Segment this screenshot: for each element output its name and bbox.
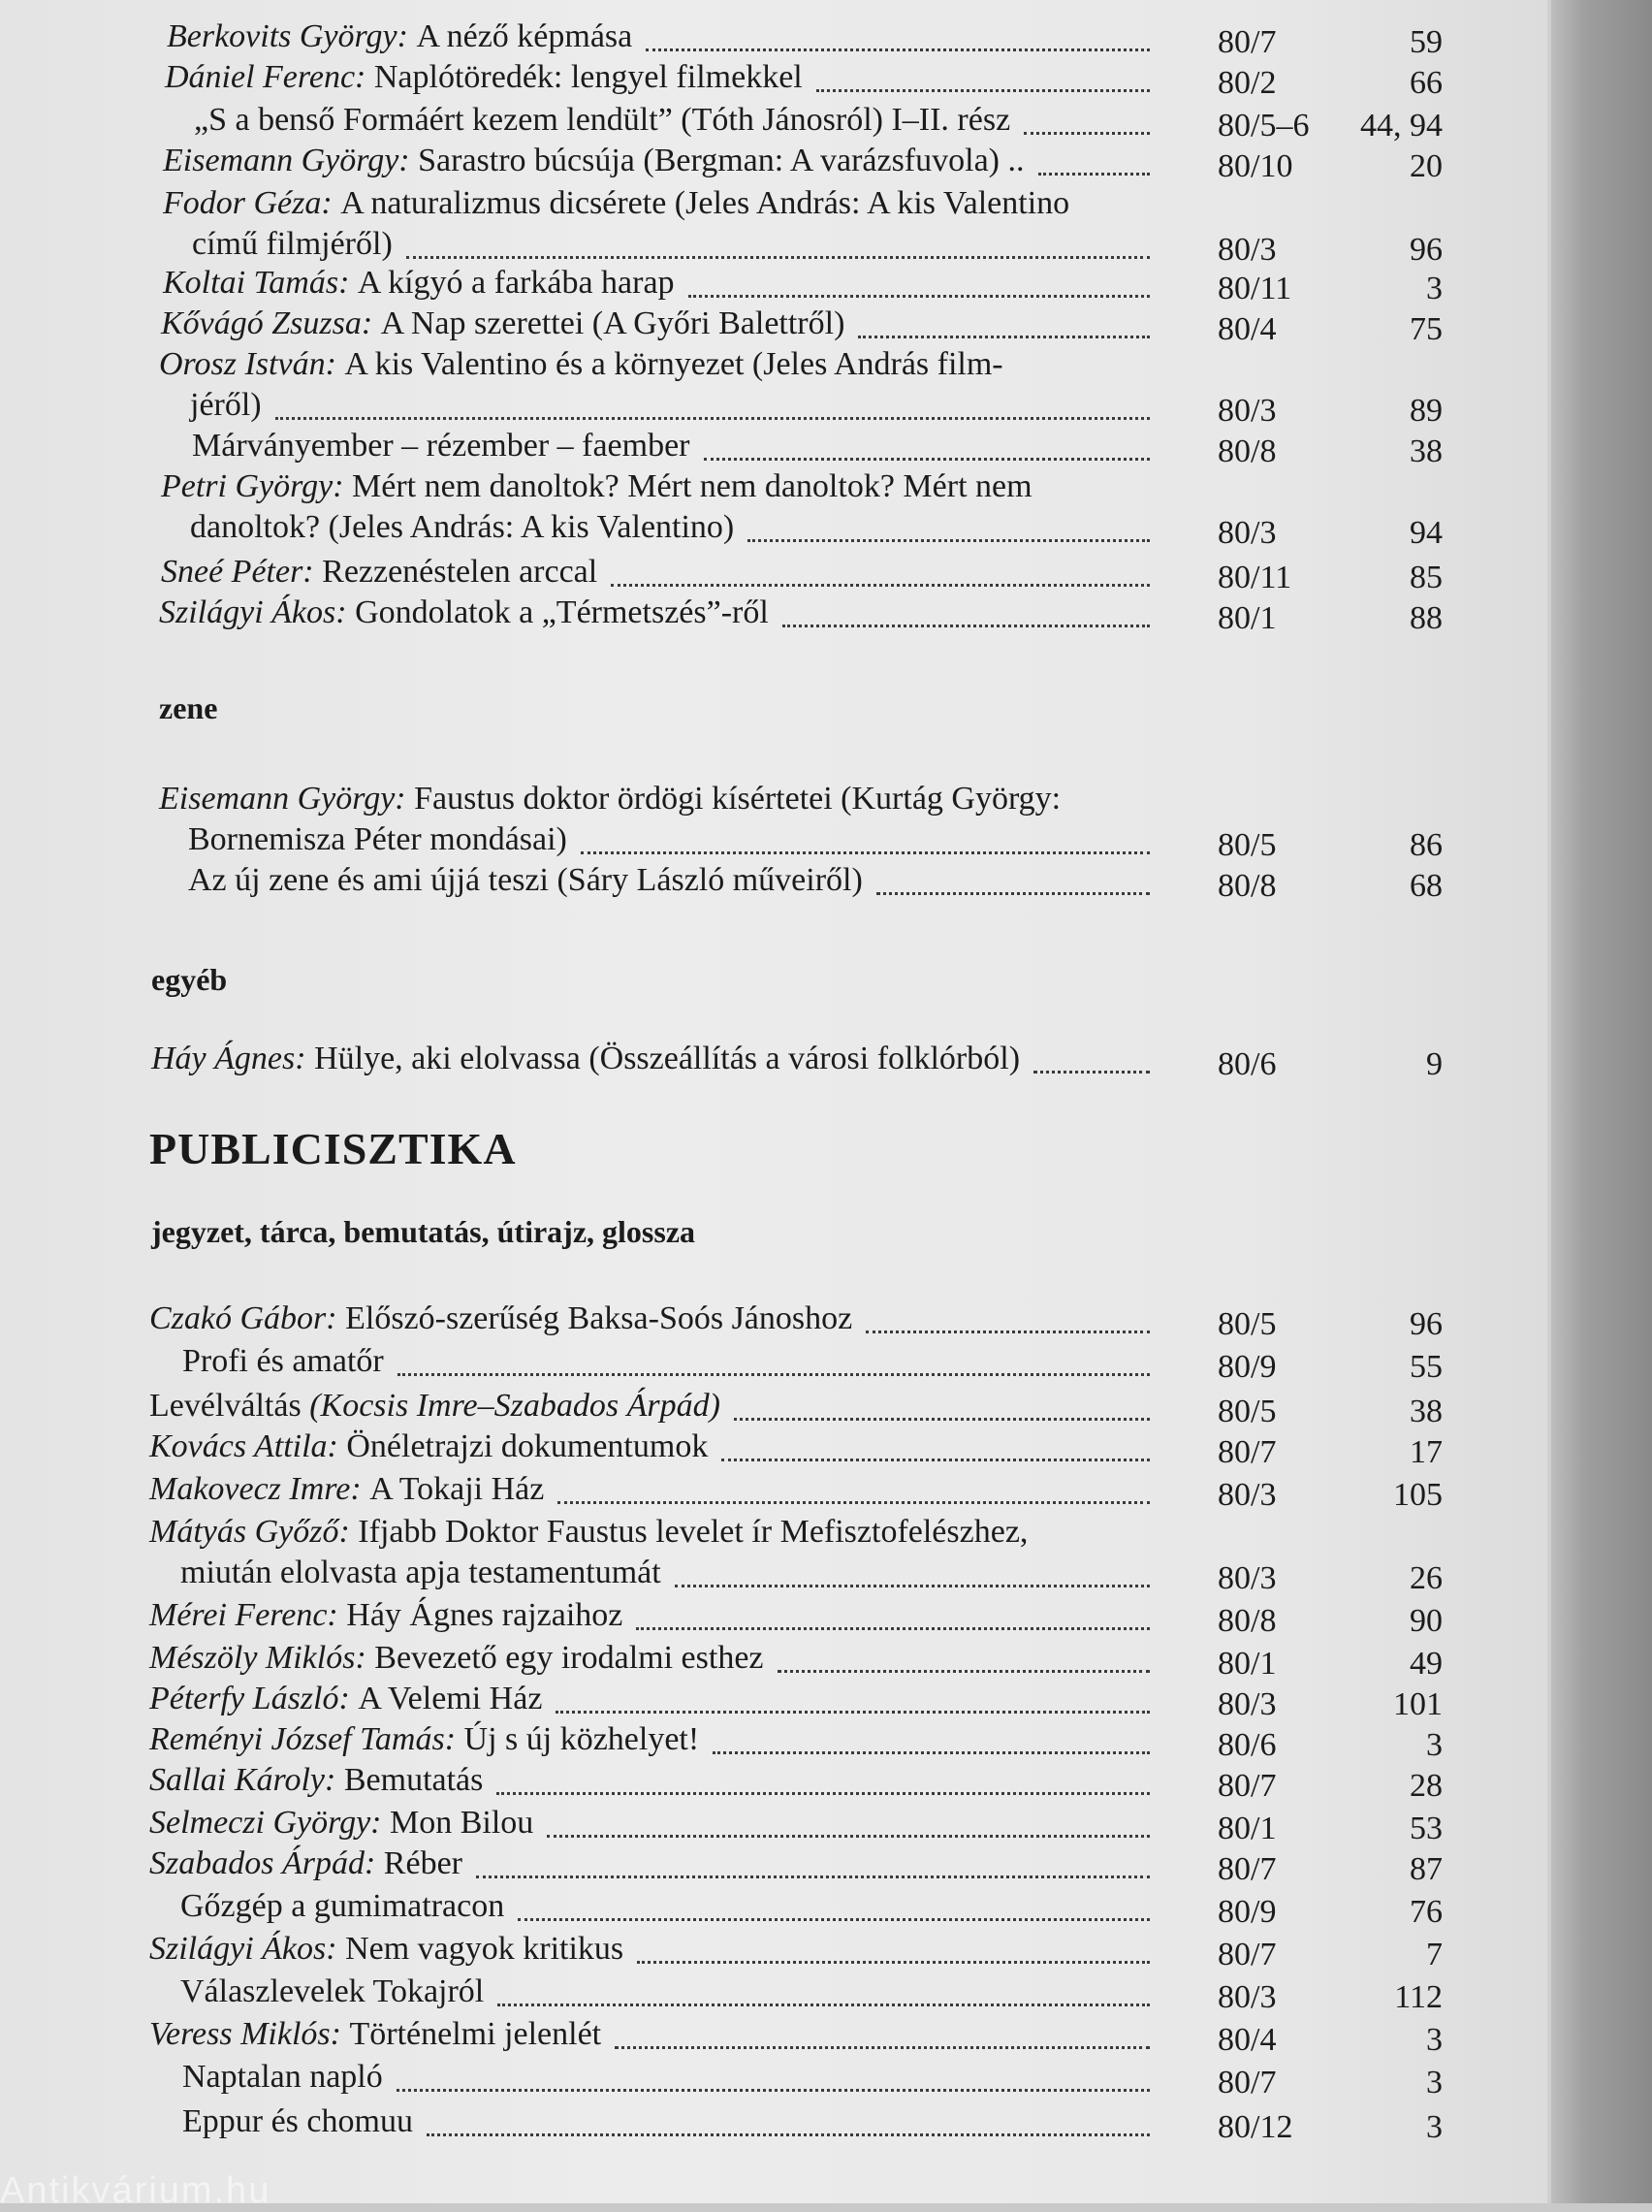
dot-leader — [816, 50, 1150, 92]
entry-page: 38 — [1410, 1394, 1443, 1429]
entry-issue: 80/1 — [1218, 1646, 1277, 1682]
entry-author: Dániel Ferenc: — [165, 59, 374, 95]
entry-page: 3 — [1426, 2109, 1443, 2145]
dot-leader — [713, 1713, 1150, 1754]
entry-issue: 80/7 — [1218, 2065, 1277, 2100]
entry-text — [149, 2015, 601, 2054]
dot-leader — [275, 378, 1150, 420]
entry-title: A Tokaji Ház — [369, 1471, 545, 1507]
entry-issue: 80/7 — [1218, 1434, 1277, 1470]
dot-leader — [427, 2095, 1150, 2136]
entry-issue: 80/2 — [1218, 65, 1277, 101]
entry-text — [151, 1040, 1020, 1078]
entry-issue: 80/5 — [1218, 1306, 1277, 1342]
entry-issue: 80/3 — [1218, 1686, 1277, 1722]
entry-author: Makovecz Imre: — [149, 1471, 370, 1507]
entry-title: Mért nem danoltok? Mért nem danoltok? Mért nem — [352, 468, 1032, 504]
entry-text — [188, 861, 863, 900]
entry-text — [165, 58, 803, 97]
entry-page: 68 — [1410, 868, 1443, 904]
entry-title: Az új zene és ami újjá teszi (Sáry László műveiről) — [188, 862, 863, 898]
entry-author: Kovács Attila: — [149, 1428, 347, 1464]
subhead-publicisztika: jegyzet, tárca, bemutatás, útirajz, glossza — [151, 1214, 696, 1249]
entry-author: Szilágyi Ákos: — [149, 1931, 346, 1967]
entry-title: A néző képmása — [416, 18, 633, 54]
entry-issue: 80/5–6 — [1218, 108, 1310, 144]
dot-leader — [1033, 1032, 1150, 1074]
entry-title: Naplótöredék: lengyel filmekkel — [373, 59, 803, 95]
entry-author: Koltai Tamás: — [163, 265, 358, 301]
entry-title: Önéletrajzi dokumentumok — [346, 1428, 709, 1464]
entry-page: 9 — [1426, 1046, 1443, 1082]
dot-leader — [704, 419, 1150, 461]
entry-title: Profi és amatőr — [182, 1343, 384, 1379]
entry-title: A Nap szerettei (A Győri Balettről) — [380, 305, 845, 341]
entry-page: 105 — [1393, 1477, 1443, 1513]
entry-title: Gőzgép a gumimatracon — [180, 1888, 505, 1924]
entry-page: 3 — [1426, 2065, 1443, 2100]
entry-page: 89 — [1410, 393, 1443, 429]
entry-issue: 80/8 — [1218, 1603, 1277, 1639]
entry-page: 17 — [1410, 1434, 1443, 1470]
dot-leader — [496, 1753, 1150, 1795]
entry-issue: 80/7 — [1218, 1937, 1277, 1972]
entry-author: Eisemann György: — [163, 143, 419, 178]
page-edge-shadow — [1551, 0, 1652, 2203]
entry-author: Petri György: — [161, 468, 353, 504]
entry-text — [161, 553, 597, 592]
dot-leader — [688, 256, 1150, 298]
entry-issue: 80/1 — [1218, 1811, 1277, 1846]
entry-author: Szabados Árpád: — [149, 1845, 384, 1881]
entry-issue: 80/4 — [1218, 311, 1277, 347]
dot-leader — [556, 1672, 1150, 1714]
dot-leader — [547, 1796, 1150, 1838]
dot-leader — [782, 586, 1150, 627]
entry-issue: 80/7 — [1218, 1851, 1277, 1887]
entry-issue: 80/3 — [1218, 1979, 1277, 2015]
entry-author: Sneé Péter: — [161, 554, 323, 590]
entry-issue: 80/5 — [1218, 1394, 1277, 1429]
dot-leader — [778, 1631, 1150, 1673]
entry-title: miután elolvasta apja testamentumát — [180, 1555, 661, 1590]
dot-leader — [518, 1879, 1150, 1921]
entry-author: Veress Miklós: — [149, 2016, 350, 2052]
entry-title: Bornemisza Péter mondásai) — [188, 821, 567, 857]
entry-title: Levélváltás — [149, 1388, 302, 1424]
entry-issue: 80/9 — [1218, 1349, 1277, 1385]
entry-text — [149, 1761, 483, 1800]
entry-title: A Velemi Ház — [358, 1681, 543, 1716]
entry-issue: 80/1 — [1218, 600, 1277, 636]
entry-author: Fodor Géza: — [163, 185, 341, 221]
entry-title: Háy Ágnes rajzaihoz — [346, 1597, 623, 1633]
entry-text — [182, 2102, 413, 2141]
entry-text — [182, 2058, 383, 2097]
dot-leader — [734, 1379, 1150, 1421]
entry-issue: 80/5 — [1218, 827, 1277, 863]
entry-issue: 80/8 — [1218, 433, 1277, 469]
entry-title: Faustus doktor ördögi kísértetei (Kurtág György: — [414, 781, 1062, 817]
dot-leader — [747, 500, 1150, 542]
dot-leader — [557, 1462, 1150, 1504]
entry-page: 88 — [1410, 600, 1443, 636]
entry-page: 85 — [1410, 560, 1443, 595]
entry-page: 28 — [1410, 1768, 1443, 1804]
entry-issue: 80/10 — [1218, 148, 1293, 184]
entry-page: 96 — [1410, 232, 1443, 268]
dot-leader — [858, 297, 1150, 338]
entry-author: Selmeczi György: — [149, 1805, 390, 1841]
entry-title: Réber — [383, 1845, 462, 1881]
entry-author: Kővágó Zsuzsa: — [161, 305, 381, 341]
entry-text — [149, 1470, 544, 1509]
entry-issue: 80/11 — [1218, 560, 1292, 595]
entry-text — [192, 427, 690, 465]
dot-leader — [876, 853, 1150, 895]
entry-page: 101 — [1393, 1686, 1443, 1722]
entry-text — [182, 1342, 384, 1381]
dot-leader — [476, 1837, 1150, 1878]
dot-leader — [497, 1965, 1150, 2006]
subhead-egyeb: egyéb — [151, 962, 228, 997]
entry-text — [149, 1930, 623, 1969]
entry-page: 59 — [1410, 24, 1443, 60]
entry-page: 66 — [1410, 65, 1443, 101]
entry-author: Eisemann György: — [159, 781, 415, 817]
dot-leader — [1024, 93, 1150, 135]
entry-text — [149, 1299, 852, 1338]
entry-title: „S a benső Formáért kezem lendült” (Tóth Jánosról) I–II. rész — [194, 102, 1011, 138]
watermark: Antikvárium.hu — [0, 2170, 271, 2211]
entry-title: Mon Bilou — [389, 1805, 534, 1841]
entry-title: Bevezető egy irodalmi esthez — [374, 1640, 764, 1676]
entry-page: 75 — [1410, 311, 1443, 347]
entry-issue: 80/6 — [1218, 1727, 1277, 1763]
entry-title: Ifjabb Doktor Faustus levelet ír Mefisztofelészhez, — [358, 1514, 1029, 1550]
dot-leader — [611, 545, 1150, 587]
entry-title: Bemutatás — [343, 1762, 484, 1798]
entry-title: Hülye, aki elolvassa (Összeállítás a városi folklórból) — [314, 1041, 1021, 1076]
entry-issue: 80/8 — [1218, 868, 1277, 904]
entry-page: 94 — [1410, 515, 1443, 551]
entry-page: 20 — [1410, 148, 1443, 184]
entry-page: 55 — [1410, 1349, 1443, 1385]
dot-leader — [615, 2007, 1150, 2049]
entry-author: Mátyás Győző: — [149, 1514, 359, 1550]
dot-leader — [636, 1588, 1150, 1630]
entry-issue: 80/11 — [1218, 271, 1292, 306]
entry-text — [190, 508, 734, 547]
dot-leader — [1038, 134, 1150, 176]
entry-issue: 80/3 — [1218, 1560, 1277, 1596]
entry-page: 53 — [1410, 1811, 1443, 1846]
entry-author: Orosz István: — [159, 346, 345, 382]
entry-title: Rezzenéstelen arccal — [322, 554, 598, 590]
entry-issue: 80/9 — [1218, 1894, 1277, 1930]
entry-issue: 80/3 — [1218, 1477, 1277, 1513]
entry-page: 112 — [1394, 1979, 1443, 2015]
entry-title: Sarastro búcsúja (Bergman: A varázsfuvola) .. — [418, 143, 1025, 178]
entry-text — [194, 101, 1010, 140]
entry-title: Új s új közhelyet! — [463, 1721, 700, 1757]
entry-title: A kis Valentino és a környezet (Jeles András film- — [344, 346, 1003, 382]
entry-author: Péterfy László: — [149, 1681, 359, 1716]
entry-page: 96 — [1410, 1306, 1443, 1342]
entry-issue: 80/3 — [1218, 232, 1277, 268]
dot-leader — [397, 1334, 1150, 1376]
entry-issue: 80/3 — [1218, 393, 1277, 429]
entry-title: Márványember – rézember – faember — [192, 428, 690, 464]
entry-page: 3 — [1426, 2022, 1443, 2058]
entry-title: Nem vagyok kritikus — [345, 1931, 624, 1967]
dot-leader — [406, 217, 1150, 259]
entry-title: Előszó-szerűség Baksa-Soós Jánoshoz — [345, 1300, 853, 1336]
entry-text — [180, 1887, 504, 1926]
entry-title: A kígyó a farkába harap — [357, 265, 675, 301]
entry-issue: 80/12 — [1218, 2109, 1293, 2145]
dot-leader — [866, 1292, 1150, 1333]
entry-text — [149, 1387, 720, 1426]
entry-page: 3 — [1426, 271, 1443, 306]
entry-page: 3 — [1426, 1727, 1443, 1763]
entry-page: 76 — [1410, 1894, 1443, 1930]
entry-title: Eppur és chomuu — [182, 2103, 413, 2139]
dot-leader — [397, 2050, 1150, 2092]
entry-author: Mérei Ferenc: — [149, 1597, 347, 1633]
entry-text — [161, 305, 844, 343]
dot-leader — [646, 10, 1150, 51]
entry-text — [163, 142, 1025, 180]
entry-text — [149, 1680, 542, 1718]
entry-text — [180, 1972, 484, 2011]
entry-page: 87 — [1410, 1851, 1443, 1887]
entry-line — [0, 467, 1493, 508]
entry-text — [167, 17, 632, 56]
entry-text — [180, 1554, 661, 1592]
entry-page: 7 — [1426, 1937, 1443, 1972]
entry-title: Történelmi jelenlét — [349, 2016, 602, 2052]
dot-leader — [721, 1420, 1150, 1461]
entry-issue: 80/3 — [1218, 515, 1277, 551]
entry-text — [149, 1596, 622, 1635]
entry-author: Háy Ágnes: — [151, 1041, 315, 1076]
entry-page: 38 — [1410, 433, 1443, 469]
entry-text — [188, 820, 567, 859]
entry-title: Naptalan napló — [182, 2059, 383, 2095]
entry-title: jéről) — [190, 387, 262, 423]
entry-author: Szilágyi Ákos: — [159, 594, 356, 630]
entry-issue: 80/4 — [1218, 2022, 1277, 2058]
entry-author: Sallai Károly: — [149, 1762, 344, 1798]
entry-text — [149, 1427, 708, 1466]
entry-author: Berkovits György: — [167, 18, 417, 54]
entry-author: Mészöly Miklós: — [149, 1640, 375, 1676]
entry-page: 44, 94 — [1360, 108, 1443, 144]
entry-text — [192, 225, 393, 264]
entry-issue: 80/7 — [1218, 1768, 1277, 1804]
dot-leader — [637, 1922, 1150, 1964]
entry-title: danoltok? (Jeles András: A kis Valentino) — [190, 509, 735, 545]
entry-text — [149, 1844, 462, 1883]
entry-author: Reményi József Tamás: — [149, 1721, 464, 1757]
entry-page: 90 — [1410, 1603, 1443, 1639]
dot-leader — [581, 813, 1150, 854]
entry-text — [190, 386, 262, 425]
entry-text — [159, 593, 769, 632]
entry-title: A naturalizmus dicsérete (Jeles András: A kis Valentino — [340, 185, 1070, 221]
entry-page: 86 — [1410, 827, 1443, 863]
dot-leader — [675, 1546, 1150, 1587]
entry-issue: 80/6 — [1218, 1046, 1277, 1082]
entry-page: 49 — [1410, 1646, 1443, 1682]
entry-title: Gondolatok a „Térmetszés”-ről — [355, 594, 769, 630]
section-title: PUBLICISZTIKA — [149, 1124, 517, 1173]
entry-author: Czakó Gábor: — [149, 1300, 346, 1336]
entry-title: című filmjéről) — [192, 226, 393, 262]
entry-issue: 80/7 — [1218, 24, 1277, 60]
entry-author: (Kocsis Imre–Szabados Árpád) — [301, 1388, 720, 1424]
entry-text — [163, 264, 675, 303]
entry-title: Válaszlevelek Tokajról — [180, 1973, 485, 2009]
subhead-zene: zene — [159, 690, 218, 725]
entry-page: 26 — [1410, 1560, 1443, 1596]
